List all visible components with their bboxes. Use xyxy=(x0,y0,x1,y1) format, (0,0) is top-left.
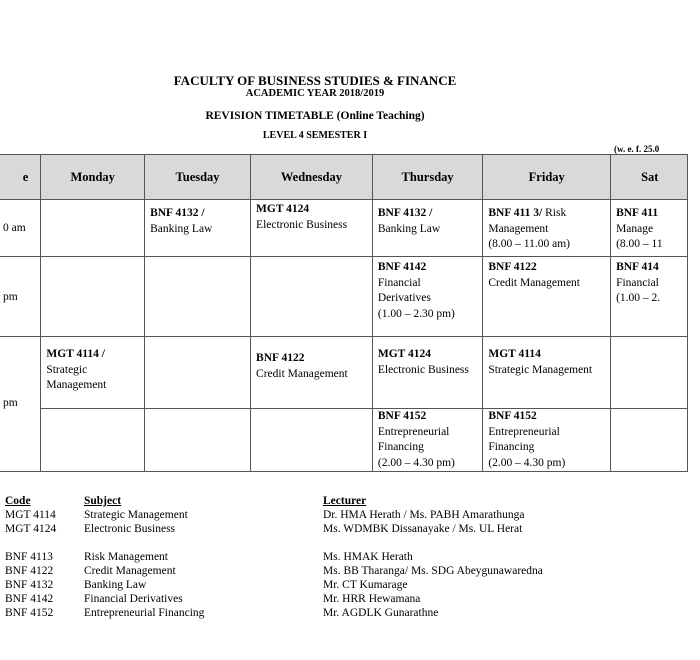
course-time: (8.00 – 11 xyxy=(616,238,663,250)
col-header-wednesday: Wednesday xyxy=(251,155,373,200)
col-header-friday: Friday xyxy=(483,155,611,200)
slot-empty xyxy=(611,337,688,409)
course-code: BNF 411 3/ xyxy=(488,207,543,219)
slot-friday xyxy=(483,337,611,409)
slot-empty xyxy=(41,409,145,472)
legend-lecturer: Ms. HMAK Herath xyxy=(323,551,413,563)
legend-subject: Risk Management xyxy=(84,551,168,563)
legend-subject: Banking Law xyxy=(84,579,147,591)
slot-wednesday xyxy=(251,337,373,409)
slot-tuesday xyxy=(145,200,251,257)
slot-monday xyxy=(41,337,145,409)
legend-code: MGT 4124 xyxy=(5,523,57,535)
slot-thursday xyxy=(372,409,482,472)
course-name: Strategic Management xyxy=(488,363,593,376)
legend-lecturer: Mr. AGDLK Gunarathne xyxy=(323,607,439,619)
course-name: Management xyxy=(46,379,107,391)
level-semester: LEVEL 4 SEMESTER I xyxy=(262,130,368,141)
course-name: Financial xyxy=(377,276,421,289)
course-code: MGT 4114 xyxy=(488,348,541,360)
course-code: BNF 4122 xyxy=(256,352,305,364)
course-code: BNF 4132 / xyxy=(377,207,433,219)
legend-lecturer: Ms. BB Tharanga/ Ms. SDG Abeygunawaredna xyxy=(323,565,543,577)
timetable-row xyxy=(0,257,688,337)
course-code: BNF 411 xyxy=(616,207,659,219)
course-name: Derivatives xyxy=(377,292,431,304)
course-name-part: Risk xyxy=(542,207,567,219)
slot-empty xyxy=(41,257,145,337)
course-name: Financing xyxy=(377,441,424,453)
course-name: Entrepreneurial xyxy=(488,425,560,438)
legend-subject: Entrepreneurial Financing xyxy=(84,607,205,619)
course-time: (1.00 – 2.30 pm) xyxy=(377,307,455,320)
course-code: BNF 4122 xyxy=(488,261,537,273)
header-row xyxy=(0,155,688,200)
timetable-title: REVISION TIMETABLE (Online Teaching) xyxy=(205,110,425,122)
col-header-thursday: Thursday xyxy=(372,155,482,200)
legend-code: BNF 4152 xyxy=(5,607,54,619)
course-name: Financial xyxy=(616,276,659,289)
course-name: Electronic Business xyxy=(256,218,348,231)
course-code: MGT 4124 xyxy=(377,348,431,360)
slot-empty xyxy=(145,337,251,409)
slot-thursday xyxy=(372,337,482,409)
timetable-row xyxy=(0,200,688,257)
legend-subject: Financial Derivatives xyxy=(84,593,183,605)
course-time: (1.00 – 2. xyxy=(616,292,661,304)
timetable xyxy=(0,154,688,472)
course-name: Credit Management xyxy=(488,276,580,289)
course-name: Financing xyxy=(488,441,535,453)
course-time: (8.00 – 11.00 am) xyxy=(488,238,571,250)
slot-empty xyxy=(251,257,373,337)
course-name: Electronic Business xyxy=(377,363,469,376)
col-header-time: e xyxy=(0,155,41,200)
course-code: BNF 414 xyxy=(616,261,659,273)
legend-subject: Credit Management xyxy=(84,565,176,577)
time-slot: pm xyxy=(0,257,41,337)
effective-date: (w. e. f. 25.0 xyxy=(614,144,660,154)
legend-subject: Strategic Management xyxy=(84,509,188,521)
col-header-monday: Monday xyxy=(41,155,145,200)
legend-lecturer: Mr. HRR Hewamana xyxy=(323,593,421,605)
legend-code: BNF 4142 xyxy=(5,593,54,605)
slot-friday xyxy=(483,257,611,337)
slot-empty xyxy=(145,257,251,337)
slot-friday xyxy=(483,200,611,257)
course-code: BNF 4132 / xyxy=(150,207,205,219)
slot-empty xyxy=(145,409,251,472)
slot-saturday xyxy=(611,200,688,257)
time-slot: pm xyxy=(0,337,41,472)
course-code: MGT 4124 xyxy=(256,203,310,215)
course-name: Management xyxy=(488,222,549,235)
course-code: BNF 4142 xyxy=(377,261,427,273)
slot-thursday xyxy=(372,257,482,337)
course-time: (2.00 – 4.30 pm) xyxy=(377,456,455,469)
slot-friday xyxy=(483,409,611,472)
col-header-saturday: Sat xyxy=(611,155,688,200)
faculty-title: FACULTY OF BUSINESS STUDIES & FINANCE xyxy=(173,73,457,88)
time-slot: 0 am xyxy=(0,200,41,257)
timetable-row xyxy=(0,409,688,472)
course-name: Banking Law xyxy=(150,222,213,235)
course-name: Entrepreneurial xyxy=(377,425,450,438)
slot-wednesday xyxy=(251,200,373,257)
legend-header-code: Code xyxy=(5,495,31,507)
legend-lecturer: Dr. HMA Herath / Ms. PABH Amarathunga xyxy=(323,509,525,521)
slot-empty xyxy=(611,409,688,472)
academic-year: ACADEMIC YEAR 2018/2019 xyxy=(245,88,385,99)
course-code: BNF 4152 xyxy=(488,410,537,422)
legend-header-lecturer: Lecturer xyxy=(323,495,367,507)
course-name: Manage xyxy=(616,222,654,235)
col-header-tuesday: Tuesday xyxy=(145,155,251,200)
legend-code: BNF 4113 xyxy=(5,551,53,563)
slot-saturday xyxy=(611,257,688,337)
course-time: (2.00 – 4.30 pm) xyxy=(488,456,566,469)
legend-subject: Electronic Business xyxy=(84,523,176,535)
course-code: BNF 4152 xyxy=(377,410,427,422)
course-name: Credit Management xyxy=(256,367,348,380)
slot-thursday xyxy=(372,200,482,257)
legend-code: MGT 4114 xyxy=(5,509,56,521)
slot-empty xyxy=(251,409,373,472)
legend-code: BNF 4122 xyxy=(5,565,54,577)
course-name: Strategic xyxy=(46,363,88,376)
course-code: MGT 4114 / xyxy=(46,348,105,360)
legend-lecturer: Mr. CT Kumarage xyxy=(323,579,408,591)
legend-code: BNF 4132 xyxy=(5,579,54,591)
timetable-row xyxy=(0,337,688,409)
legend-lecturer: Ms. WDMBK Dissanayake / Ms. UL Herat xyxy=(323,523,523,535)
legend-header-subject: Subject xyxy=(84,495,122,507)
course-name: Banking Law xyxy=(377,222,441,235)
slot-empty xyxy=(41,200,145,257)
